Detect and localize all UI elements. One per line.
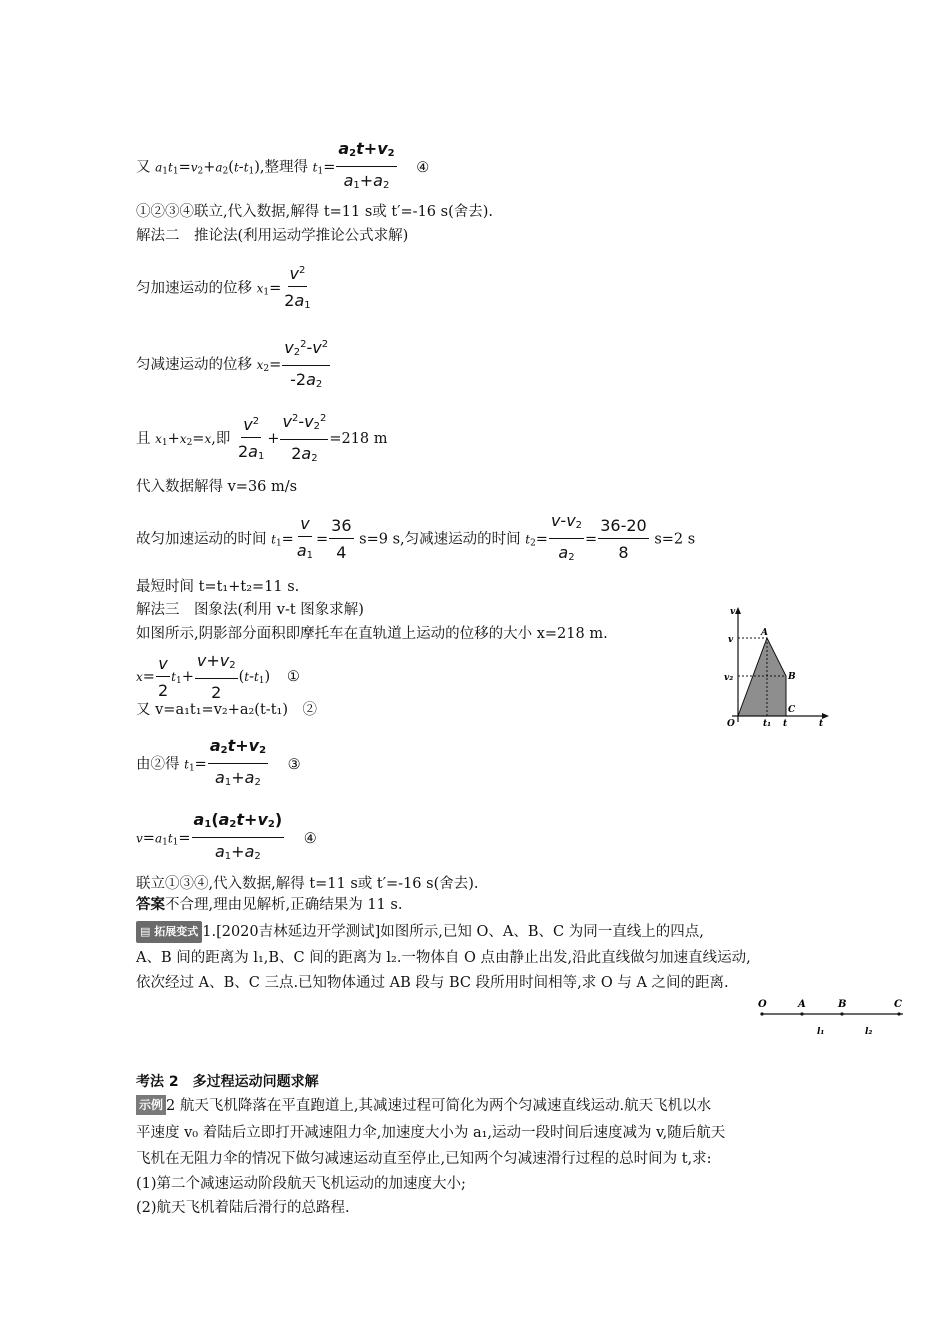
text-line: 飞机在无阻力伞的情况下做匀减速运动直至停止,已知两个匀减速滑行过程的总时间为 t,求: [136,1151,712,1167]
problem-line [136,921,704,943]
tag-label: 拓展变式 [154,925,199,938]
label-C: C [894,999,902,1010]
eq-line-4: 匀加速运动的位移 $x_1=$ $\frac{v^2}{2a_1}$ [136,262,314,315]
answer-text: 不合理,理由见解析,正确结果为 11 s. [165,897,403,913]
axis-label-v: v [730,607,736,617]
label-O: O [727,719,735,729]
point-C [897,1012,900,1015]
section-title [136,1072,319,1092]
eq-line-6: 且 $x_1+x_2=x$,即 $\frac{v^2}{2a_1}$ + $\frac{v^2-v_2^2}{2a_2}$ =218 m [136,410,388,468]
label-C: C [788,705,796,715]
text-line: 如图所示,阴影部分面积即摩托车在直轨道上运动的位移的大小 x=218 m. [136,626,608,642]
text-line: ①②③④联立,代入数据,解得 t=11 s或 t′=-16 s(舍去). [136,204,494,220]
circled-number: ③ [287,756,301,773]
circled-number: ④ [416,159,430,176]
text: ,即 [211,431,235,447]
heading: 解法二 推论法(利用运动学推论公式求解) [136,228,409,244]
fraction: $\frac{v-v_2}{a_2}$ [550,511,583,563]
fraction: $\frac{36-20}{8}$ [600,516,647,562]
line-diagram [756,995,906,1041]
eq-line-1: 又 $a_1t_1=v_2+a_2(t-t_1)$,整理得 $t_1=$ $\frac{a_2t+v_2}{a_1+a_2}$ ④ [136,140,429,195]
tag-badge: ▤ 拓展变式 [136,921,202,943]
text-line: 联立①③④,代入数据,解得 t=11 s或 t′=-16 s(舍去). [136,876,479,892]
label-v: v [728,635,734,645]
text: 1.[2020吉林延边开学测试]如图所示,已知 O、A、B、C 为同一直线上的四点, [202,924,704,940]
text-line: (1)第二个减速运动阶段航天飞机运动的加速度大小; [136,1176,466,1192]
point-B [840,1012,843,1015]
answer-label: 答案 [136,897,165,913]
fraction: $\frac{v_2^2-v^2}{-2a_2}$ [284,338,329,390]
text-line: 最短时间 t=t₁+t₂=11 s. [136,579,300,595]
fraction: $\frac{v+v_2}{2}$ [196,651,236,702]
answer-line [136,895,402,915]
vt-graph [718,604,838,730]
axis-label-t: t [819,719,824,729]
text: 故匀加速运动的时间 [136,531,272,548]
eq-line-15: $v=a_1t_1=$ $\frac{a_1(a_2t+v_2)}{a_1+a_2}$ ④ [136,811,317,866]
eq-line-12: x= $\frac{v}{2}$ $t_1+$ $\frac{v+v_2}{2}$ $(t-t_1)$ ① [136,651,300,702]
label-A: A [798,999,806,1010]
point-A [800,1012,803,1015]
label-B: B [838,999,847,1010]
shaded-area [738,638,786,716]
text: ,整理得 [259,159,313,176]
label-v2: v₂ [724,673,734,683]
text: 匀减速运动的位移 [136,357,257,373]
label-t: t [783,719,788,729]
text: s=2 s [654,531,696,548]
eq-line-14: 由②得 $t_1=$ $\frac{a_2t+v_2}{a_1+a_2}$ ③ [136,737,301,792]
label-B: B [788,672,796,682]
eq-line-8: 故匀加速运动的时间 $t_1=$ $\frac{v}{a_1}$ = $\frac{36}{4}$ s=9 s,匀减速运动的时间 $t_2=$ $\frac{v-v_2}{a_2}$ = $\frac{36-20}{8}$ s=2 s [136,512,695,567]
fraction: $\frac{a_2t+v_2}{a_1+a_2}$ [209,736,267,788]
point-O [760,1012,763,1015]
fraction: $\frac{v}{2}$ [157,653,169,700]
fraction: $\frac{a_1(a_2t+v_2)}{a_1+a_2}$ [193,810,283,862]
fraction: $\frac{v^2}{2a_1}$ [237,414,265,462]
text-line: 平速度 v₀ 着陆后立即打开减速阻力伞,加速度大小为 a₁,运动一段时间后速度减为 v,随后航天 [136,1125,726,1141]
eq-line-5: 匀减速运动的位移 $x_2=$ $\frac{v_2^2-v^2}{-2a_2}$ [136,336,331,394]
text: 匀加速运动的位移 [136,280,257,297]
fraction: $\frac{v^2-v_2^2}{2a_2}$ [282,412,327,464]
label-l2: l₂ [865,1027,873,1037]
label-O: O [758,999,767,1010]
arrow-icon [735,607,741,614]
fraction: $\frac{36}{4}$ [331,516,352,562]
text: 由②得 [136,756,185,773]
heading: 解法三 图象法(利用 v-t 图象求解) [136,602,364,618]
fraction: $\frac{v}{a_1}$ [296,513,314,561]
label-A: A [761,628,768,638]
text: 且 [136,431,156,447]
text-line: 依次经过 A、B、C 三点.已知物体通过 AB 段与 BC 段所用时间相等,求 O 与 A 之间的距离. [136,975,729,991]
example-line [136,1095,711,1116]
text: 又 [136,159,156,176]
text-line: 又 v=a₁t₁=v₂+a₂(t-t₁) ② [136,702,317,718]
text: s=9 s,匀减速运动的时间 [359,531,526,548]
text: 2 航天飞机降落在平直跑道上,其减速过程可简化为两个匀减速直线运动.航天飞机以水 [166,1098,712,1114]
text-line: (2)航天飞机着陆后滑行的总路程. [136,1200,350,1216]
text: =218 m [329,431,388,447]
text: 考法 2 多过程运动问题求解 [136,1074,319,1090]
text-line: 代入数据解得 v=36 m/s [136,479,298,495]
circled-number: ① [286,669,300,685]
fraction: $\frac{a_2t+v_2}{a_1+a_2}$ [338,139,395,191]
label-l1: l₁ [817,1027,825,1037]
text-line: A、B 间的距离为 l₁,B、C 间的距离为 l₂.一物体自 O 点由静止出发,沿此直线做匀加速直线运动, [136,950,751,966]
circled-number: ④ [303,830,317,847]
example-badge: 示例 [136,1095,166,1115]
fraction: $\frac{v^2}{2a_1}$ [284,264,311,311]
label-t1: t₁ [763,719,772,729]
